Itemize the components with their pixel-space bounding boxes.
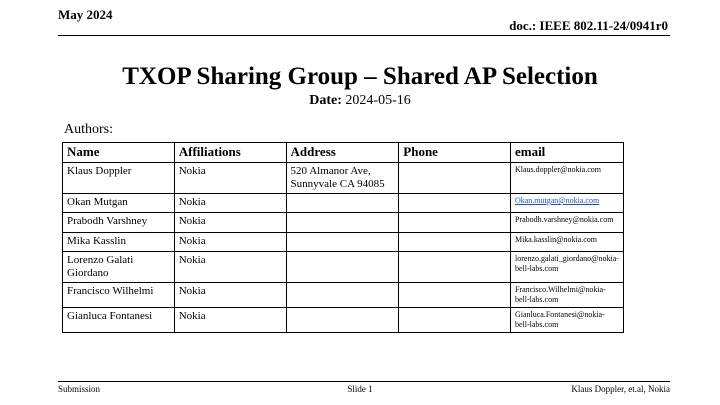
author-address	[286, 194, 399, 213]
author-address	[286, 308, 399, 333]
author-phone	[399, 252, 511, 283]
author-name: Klaus Doppler	[63, 163, 175, 194]
column-header-address: Address	[286, 143, 399, 163]
footer-author: Klaus Doppler, et.al, Nokia	[571, 384, 670, 394]
table-row	[63, 252, 624, 283]
footer-slide-number: Slide 1	[347, 384, 373, 394]
author-name: Lorenzo Galati Giordano	[63, 252, 175, 283]
author-phone	[399, 283, 511, 308]
author-affiliation: Nokia	[174, 233, 286, 252]
column-header-phone: Phone	[399, 143, 511, 163]
author-name: Gianluca Fontanesi	[63, 308, 175, 333]
date-label: Date:	[309, 93, 342, 108]
table-row	[63, 163, 624, 194]
header-date: May 2024	[58, 7, 113, 22]
author-email-link[interactable]: Okan.mutgan@nokia.com	[514, 196, 600, 205]
author-phone	[399, 233, 511, 252]
author-address	[286, 252, 399, 283]
author-name: Okan Mutgan	[63, 194, 175, 213]
footer-submission: Submission	[58, 384, 101, 394]
table-row	[63, 233, 624, 252]
author-address: 520 Almanor Ave, Sunnyvale CA 94085	[286, 163, 399, 194]
table-row	[63, 283, 624, 308]
author-affiliation: Nokia	[174, 283, 286, 308]
author-affiliation: Nokia	[174, 252, 286, 283]
author-phone	[399, 194, 511, 213]
author-name: Francisco Wilhelmi	[63, 283, 175, 308]
author-address	[286, 283, 399, 308]
author-phone	[399, 308, 511, 333]
author-email	[510, 194, 623, 213]
authors-label: Authors:	[64, 122, 113, 137]
author-phone	[399, 163, 511, 194]
date-line	[0, 93, 720, 109]
date-value: 2024-05-16	[345, 93, 411, 108]
author-email: Klaus.doppler@nokia.com	[510, 163, 623, 194]
author-address	[286, 213, 399, 233]
column-header-name: Name	[63, 143, 175, 163]
table-header-row	[63, 143, 624, 163]
author-email: Prabodh.varshney@nokia.com	[510, 213, 623, 233]
author-email: Mika.kasslin@nokia.com	[510, 233, 623, 252]
author-name: Mika Kasslin	[63, 233, 175, 252]
authors-table	[62, 142, 624, 333]
author-phone	[399, 213, 511, 233]
author-affiliation: Nokia	[174, 213, 286, 233]
table-row	[63, 194, 624, 213]
author-affiliation: Nokia	[174, 308, 286, 333]
table-row	[63, 308, 624, 333]
author-name: Prabodh Varshney	[63, 213, 175, 233]
slide-title: TXOP Sharing Group – Shared AP Selection	[122, 63, 598, 90]
header-divider	[58, 35, 670, 36]
footer-divider	[58, 381, 670, 382]
author-affiliation: Nokia	[174, 163, 286, 194]
table-row	[63, 213, 624, 233]
column-header-email: email	[510, 143, 623, 163]
header-doc-id: doc.: IEEE 802.11-24/0941r0	[509, 18, 668, 33]
author-affiliation: Nokia	[174, 194, 286, 213]
author-email: Francisco.Wilhelmi@nokia-bell-labs.com	[510, 283, 623, 308]
author-email: lorenzo.galati_giordano@nokia-bell-labs.com	[510, 252, 623, 283]
author-address	[286, 233, 399, 252]
column-header-affiliations: Affiliations	[174, 143, 286, 163]
author-email: Gianluca.Fontanesi@nokia-bell-labs.com	[510, 308, 623, 333]
